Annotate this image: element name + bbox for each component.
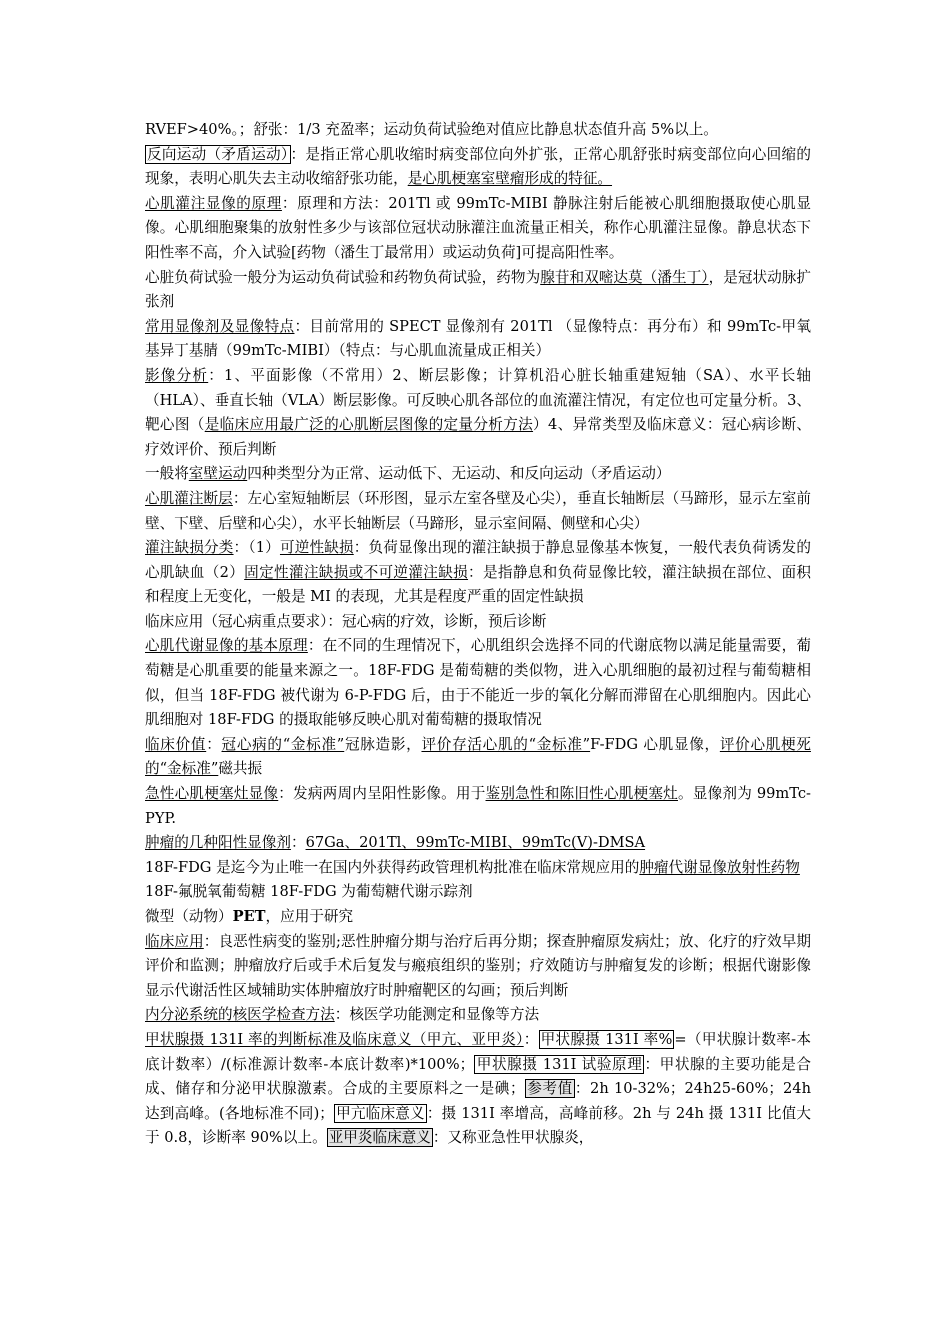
underlined-term: 心肌灌注断层 [145, 489, 233, 507]
underlined-text: 评价存活心肌的“金标准” [421, 735, 591, 753]
boxed-term: 甲状腺摄 131I 试验原理 [476, 1055, 643, 1073]
text: ，是冠状动脉扩张剂 [145, 268, 811, 311]
paragraph-clinical-value [145, 733, 811, 782]
text: ：核医学功能测定和显像等方法 [334, 1006, 540, 1024]
paragraph-clinical-application [145, 610, 811, 635]
text: ：1、平面影像（不常用）2、断层影像；计算机沿心脏长轴重建短轴（SA）、水平长轴（HLA）、垂直长轴（VLA）断层影像。可反映心肌各部位的血流灌注情况，有定位也可定量分析。3、靶心图（ [145, 366, 811, 434]
paragraph-defect-classification [145, 536, 811, 610]
text: ：甲状腺的主要功能是合成、储存和分泌甲状腺激素。合成的主要原料之一是碘； [145, 1055, 811, 1098]
text: ：发病两周内呈阳性影像。用于 [278, 785, 486, 803]
text: ： [206, 735, 222, 753]
underlined-term: 心肌代谢显像的基本原理 [145, 637, 308, 655]
text: 四种类型分为正常、运动低下、无运动、和反向运动（矛盾运动） [247, 465, 671, 483]
text: ）4、异常类型及临床意义：冠心病诊断、疗效评价、预后判断 [145, 416, 811, 458]
text: ：摄 131I 率增高，高峰前移。2h 与 24h 摄 131I 比值大于 0.8，诊断率 90%以上。 [145, 1104, 811, 1147]
underlined-term: 灌注缺损分类 [145, 539, 234, 557]
underlined-text: 评价心肌梗死的“金标准” [145, 735, 811, 778]
text: =（甲状腺计数率-本底计数率）/(标准源计数率-本底计数率)*100%； [145, 1030, 811, 1073]
underlined-term: 肿瘤的几种阳性显像剂 [145, 834, 291, 852]
text: ，应用于研究 [265, 908, 354, 925]
paragraph-acute-mi [145, 782, 811, 831]
text: 微型（动物） [145, 908, 233, 925]
paragraph-thyroid [145, 1028, 811, 1151]
underlined-term: 内分泌系统的核医学检查方法 [145, 1006, 335, 1024]
boxed-term: 甲亢临床意义 [335, 1104, 425, 1122]
text: ：2h 10-32%；24h25-60%；24h 达到高峰。(各地标准不同)； [145, 1080, 811, 1122]
text: ：又称亚急性甲状腺炎， [432, 1129, 594, 1147]
text: ：负荷显像出现的灌注缺损于静息显像基本恢复，一般代表负荷诱发的心肌缺血（2） [145, 539, 811, 581]
text: 18F-氟脱氧葡萄糖 18F-FDG 为葡萄糖代谢示踪剂 [145, 883, 473, 901]
boxed-term: 甲状腺摄 131I 率% [540, 1030, 673, 1048]
text: ：是指静息和负荷显像比较，灌注缺损在部位、面积和程度上无变化，一般是 MI 的表现，尤其是程度严重的固定性缺损 [145, 563, 811, 606]
text: ：左心室短轴断层（环形图，显示左室各壁及心尖），垂直长轴断层（马蹄形，显示左室前壁、下壁、后壁和心尖），水平长轴断层（马蹄形，显示室间隔、侧壁和心尖） [145, 489, 811, 532]
underlined-text: 是心肌梗塞室壁瘤形成的特征。 [407, 170, 613, 188]
paragraph-wall-motion [145, 462, 811, 487]
underlined-term: 固定性灌注缺损或不可逆灌注缺损 [244, 563, 469, 581]
bold-text: PET [232, 908, 266, 925]
text: ：（1） [233, 539, 280, 557]
paragraph-imaging-agents [145, 315, 811, 364]
text: ： [290, 834, 306, 852]
text: ：在不同的生理情况下，心肌组织会选择不同的代谢底物以满足能量需要，葡萄糖是心肌重要的能量来源之一。18F-FDG 是葡萄糖的类似物，进入心肌细胞的最初过程与葡萄糖相似，但当 18F-FDG 被代谢为 6-P-FDG 后，由于不能近一步的氧化分解而滞留在心肌细胞内。因此心肌细胞对 18F-FDG 的摄取能够反映心肌对葡萄糖的摄取情况 [145, 637, 811, 729]
underlined-term: 可逆性缺损 [279, 539, 354, 557]
paragraph-micro-pet [145, 905, 811, 930]
paragraph-perfusion-tomography [145, 487, 811, 536]
text: F-FDG 心肌显像， [590, 735, 720, 753]
text: 18F-FDG 是迄今为止唯一在国内外获得药政管理机构批准在临床常规应用的 [145, 858, 640, 876]
underlined-text: 肿瘤代谢显像放射性药物 [639, 858, 800, 876]
text: ： [523, 1030, 539, 1048]
paragraph-rvef [145, 118, 811, 143]
paragraph-reverse-motion [145, 143, 811, 192]
text: 一般将 [145, 465, 189, 483]
text: ：是指正常心肌收缩时病变部位向外扩张，正常心肌舒张时病变部位向心回缩的现象，表明心肌失去主动收缩舒张功能， [145, 145, 811, 188]
text: ：目前常用的 SPECT 显像剂有 201Tl （显像特点：再分布）和 99mTc-甲氧基异丁基腈（99mTc-MIBI）（特点：与心肌血流量成正相关） [145, 317, 811, 360]
underlined-term: 急性心肌梗塞灶显像 [145, 785, 279, 803]
boxed-term: 参考值 [526, 1080, 573, 1098]
paragraph-endocrine [145, 1003, 811, 1028]
underlined-text: 冠心病的“金标准” [221, 735, 345, 753]
underlined-term: 影像分析 [145, 366, 209, 384]
underlined-term: 甲状腺摄 131I 率的判断标准及临床意义（甲亢、亚甲炎） [145, 1030, 524, 1048]
text: 临床应用（冠心病重点要求）：冠心病的疗效，诊断，预后诊断 [145, 612, 547, 630]
underlined-term: 常用显像剂及显像特点 [145, 317, 295, 335]
document-page [145, 118, 811, 1151]
underlined-term: 临床价值 [145, 735, 207, 753]
paragraph-stress-test [145, 266, 811, 315]
text: RVEF>40%。；舒张：1/3 充盈率；运动负荷试验绝对值应比静息状态值升高 5%以上。 [145, 121, 718, 138]
paragraph-tumor-agents [145, 831, 811, 856]
underlined-text: 是临床应用最广泛的心肌断层图像的定量分析方法 [204, 416, 534, 434]
underlined-term: 室壁运动 [188, 465, 248, 483]
underlined-term: 心肌灌注显像的原理 [145, 194, 282, 212]
paragraph-tumor-clinical [145, 930, 811, 1004]
boxed-term: 反向运动（矛盾运动） [147, 145, 289, 163]
text: 冠脉造影， [344, 735, 422, 753]
underlined-text: 67Ga、201Tl、99mTc-MIBI、99mTc(V)-DMSA [305, 834, 646, 852]
paragraph-fdg-tracer [145, 880, 811, 905]
text: ：良恶性病变的鉴别;恶性肿瘤分期与治疗后再分期；探查肿瘤原发病灶；放、化疗的疗效早期评价和监测；肿瘤放疗后或手术后复发与瘢痕组织的鉴别；疗效随访与肿瘤复发的诊断；根据代谢影像显示代谢活性区域辅助实体肿瘤放疗时肿瘤靶区的勾画；预后判断 [145, 932, 811, 999]
paragraph-image-analysis [145, 364, 811, 462]
underlined-term: 临床应用 [145, 932, 204, 950]
paragraph-metabolic-principle [145, 634, 811, 732]
paragraph-fdg [145, 856, 811, 881]
underlined-text: 鉴别急性和陈旧性心肌梗塞灶 [485, 785, 678, 803]
text: 心脏负荷试验一般分为运动负荷试验和药物负荷试验，药物为 [145, 268, 541, 286]
underlined-text: 腺苷和双嘧达莫（潘生丁） [540, 268, 709, 286]
paragraph-perfusion-principle [145, 192, 811, 266]
text: ：原理和方法：201Tl 或 99mTc-MIBI 静脉注射后能被心肌细胞摄取使心肌显像。心肌细胞聚集的放射性多少与该部位冠状动脉灌注血流量正相关，称作心肌灌注显像。静息状态下阳性率不高，介入试验[药物（潘生丁最常用）或运动负荷]可提高阳性率。 [145, 194, 811, 261]
boxed-term: 亚甲炎临床意义 [328, 1129, 431, 1147]
text: 。显像剂为 99mTc-PYP. [145, 785, 811, 827]
text: 磁共振 [218, 760, 263, 778]
